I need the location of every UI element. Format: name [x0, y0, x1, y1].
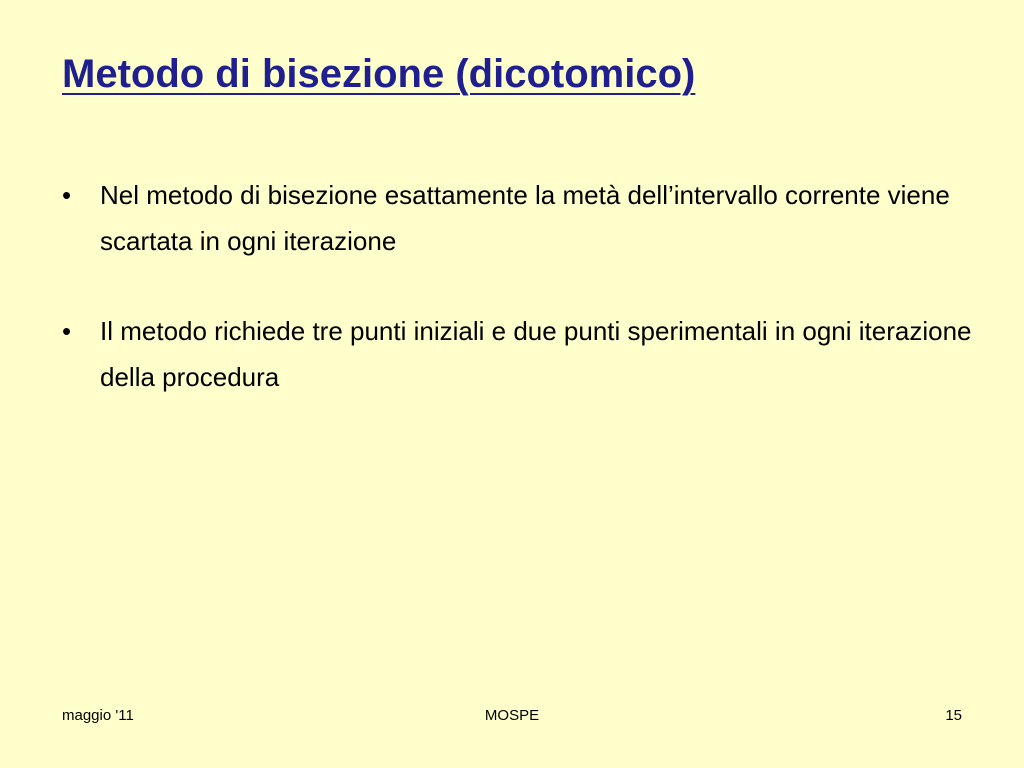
bullet-item	[60, 172, 980, 264]
footer-date: maggio '11	[62, 707, 134, 724]
bullet-text: Nel metodo di bisezione esattamente la metà dell’intervallo corrente viene scartata in ogni iterazione	[100, 180, 950, 256]
bullet-list	[60, 172, 980, 444]
bullet-dot-icon: •	[62, 316, 72, 346]
footer-title: MOSPE	[484, 707, 540, 724]
bullet-dot-icon: •	[62, 180, 72, 210]
footer-page-number: 15	[945, 707, 962, 724]
slide-title: Metodo di bisezione (dicotomico)	[62, 52, 696, 96]
bullet-item	[60, 308, 980, 400]
bullet-text: Il metodo richiede tre punti iniziali e due punti sperimentali in ogni iterazione della procedura	[100, 316, 972, 392]
